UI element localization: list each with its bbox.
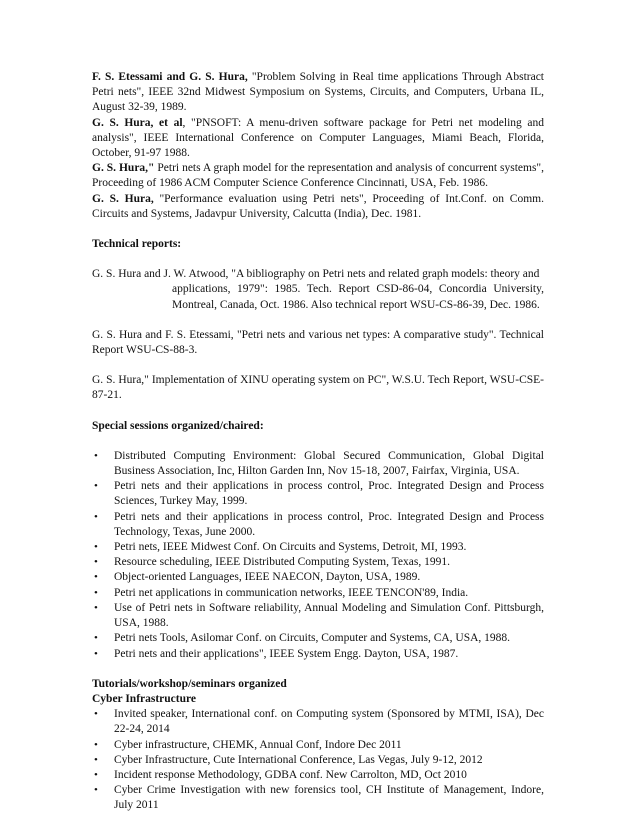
publication-authors: G. S. Hura, — [92, 192, 154, 205]
technical-report-entry: G. S. Hura and F. S. Etessami, "Petri nets and various net types: A comparative study". Technical Report WSU-CS-88-3. — [92, 328, 544, 357]
publication-text: "Performance evaluation using Petri nets", Proceeding of Int.Conf. on Comm. Circuits and Systems, Jadavpur University, Calcutta (India), Dec. 1981. — [92, 192, 544, 220]
special-sessions-list — [92, 449, 544, 662]
bullet-icon: • — [94, 586, 98, 599]
bullet-icon: • — [94, 753, 98, 766]
bullet-icon: • — [94, 647, 98, 660]
tutorials-subheading: Cyber Infrastructure — [92, 692, 197, 705]
bullet-icon: • — [94, 510, 98, 523]
publication-entry — [92, 116, 544, 162]
bullet-icon: • — [94, 632, 98, 645]
publication-text: Petri nets A graph model for the representation and analysis of concurrent systems", Proceeding of 1986 ACM Computer Science Conference Cincinnati, USA, Feb. 1986. — [92, 162, 544, 190]
list-item: • Cyber Infrastructure, Cute International Conference, Las Vegas, July 9-12, 2012 — [92, 753, 544, 768]
bullet-icon: • — [94, 480, 98, 493]
tutorials-heading: Tutorials/workshop/seminars organized — [92, 677, 287, 690]
publications-list — [92, 70, 544, 222]
publication-authors: G. S. Hura," — [92, 162, 155, 175]
list-item: • Invited speaker, International conf. on Computing system (Sponsored by MTMI, ISA), Dec 22-24, 2014 — [94, 708, 544, 736]
bullet-icon: • — [94, 784, 98, 797]
bullet-icon: • — [94, 541, 98, 554]
list-item: • Cyber infrastructure, CHEMK, Annual Conf, Indore Dec 2011 — [92, 738, 544, 753]
technical-report-first-line: G. S. Hura and J. W. Atwood, "A bibliography on Petri nets and related graph models: theory and — [92, 268, 540, 281]
publication-authors: G. S. Hura, et al — [92, 116, 183, 129]
document-content — [92, 70, 544, 814]
technical-reports-heading: Technical reports: — [92, 238, 182, 251]
list-item: • Distributed Computing Environment: Global Secured Communication, Global Digital Business Association, Inc, Hilton Garden Inn, Nov 15-18, 2007, Fairfax, Virginia, USA. — [94, 449, 544, 478]
bullet-icon: • — [94, 768, 98, 781]
bullet-icon: • — [94, 738, 98, 751]
list-item: • Petri net applications in communication networks, IEEE TENCON'89, India. — [92, 586, 544, 601]
publication-entry — [92, 161, 544, 191]
list-item: • Incident response Methodology, GDBA conf. New Carrolton, MD, Oct 2010 — [92, 768, 544, 783]
publication-entry — [92, 192, 544, 222]
list-item: • Petri nets and their applications in process control, Proc. Integrated Design and Process Technology, Texas, June 2000. — [94, 510, 544, 538]
list-item: • Resource scheduling, IEEE Distributed Computing System, Texas, 1991. — [92, 555, 544, 570]
publication-entry — [92, 70, 544, 116]
tutorials-list — [92, 707, 544, 813]
bullet-icon: • — [94, 556, 98, 569]
list-item: • Petri nets Tools, Asilomar Conf. on Circuits, Computer and Systems, CA, USA, 1988. — [92, 631, 544, 646]
publication-text: , "PNSOFT: A menu-driven software package for Petri net modeling and analysis", IEEE International Conference on Computer Languages, Miami Beach, Florida, October, 91-97 1988. — [92, 116, 544, 160]
technical-report-entry: G. S. Hura," Implementation of XINU operating system on PC", W.S.U. Tech Report, WSU-CSE- 87-21. — [92, 374, 544, 402]
list-item: • Petri nets, IEEE Midwest Conf. On Circuits and Systems, Detroit, MI, 1993. — [92, 540, 544, 555]
bullet-icon: • — [94, 708, 98, 721]
bullet-icon: • — [94, 449, 98, 462]
technical-report-continuation: applications, 1979": 1985. Tech. Report CSD-86-04, Concordia University, Montreal, Canada, Oct. 1986. Also technical report WSU-CS-86-39, Dec. 1986. — [172, 283, 544, 311]
list-item: • Object-oriented Languages, IEEE NAECON, Dayton, USA, 1989. — [92, 570, 544, 585]
bullet-icon: • — [94, 571, 98, 584]
publication-text: "Problem Solving in Real time applications Through Abstract Petri nets", IEEE 32nd Midwest Symposium on Systems, Circuits, and Computers, Urbana IL, August 32-39, 1989. — [92, 71, 544, 114]
bullet-icon: • — [94, 601, 98, 614]
publication-authors: F. S. Etessami and G. S. Hura, — [92, 71, 248, 83]
technical-report-entry — [92, 267, 544, 313]
list-item: • Petri nets and their applications in process control, Proc. Integrated Design and Process Sciences, Turkey May, 1999. — [94, 480, 544, 508]
list-item: • Cyber Crime Investigation with new forensics tool, CH Institute of Management, Indore, July 2011 — [94, 784, 544, 812]
list-item: • Use of Petri nets in Software reliability, Annual Modeling and Simulation Conf. Pittsburgh, USA, 1988. — [94, 601, 544, 630]
special-sessions-heading: Special sessions organized/chaired: — [92, 419, 264, 432]
list-item: • Petri nets and their applications", IEEE System Engg. Dayton, USA, 1987. — [92, 647, 544, 662]
